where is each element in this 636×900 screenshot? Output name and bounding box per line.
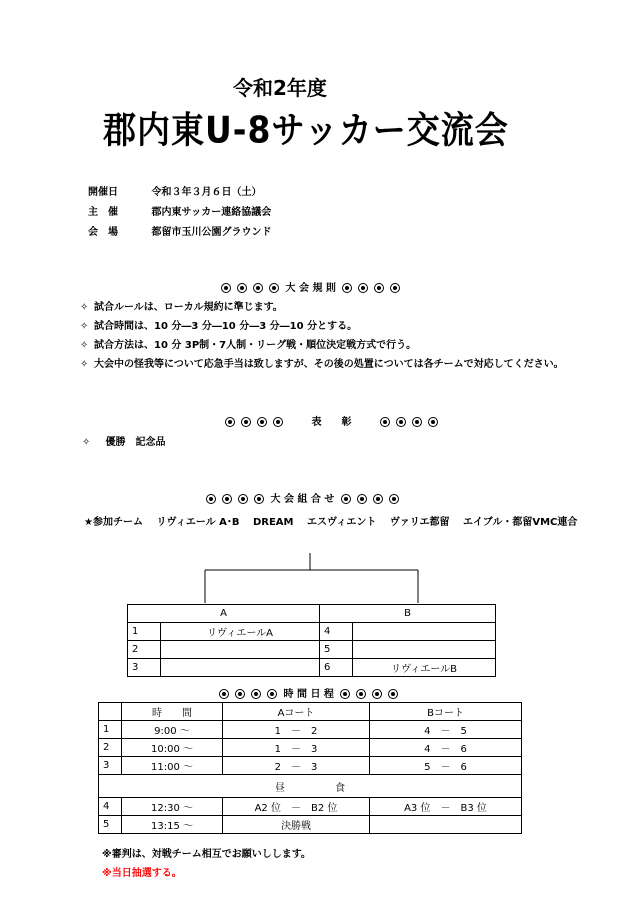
schedule-time: 13:15 ～ (122, 816, 223, 834)
table-row (128, 605, 496, 623)
soccer-ball-icon (374, 283, 384, 293)
soccer-ball-icon (342, 283, 352, 293)
schedule-court-b-header: Bコート (370, 703, 522, 721)
schedule-match-a: A2 位 － B2 位 (223, 798, 370, 816)
soccer-ball-icon (253, 283, 263, 293)
diamond-bullet-icon: ✧ (80, 321, 89, 332)
schedule-time: 12:30 ～ (122, 798, 223, 816)
table-row (99, 798, 522, 816)
soccer-ball-icon (221, 283, 231, 293)
table-row (128, 623, 496, 641)
soccer-ball-icon (251, 689, 261, 699)
team-cell (161, 641, 320, 659)
soccer-ball-icon (356, 689, 366, 699)
schedule-match-a: 決勝戦 (223, 816, 370, 834)
schedule-no: 5 (99, 816, 122, 834)
rule-item (80, 355, 564, 374)
rule-item (80, 336, 564, 355)
soccer-ball-icon (254, 494, 264, 504)
soccer-ball-icon (225, 417, 235, 427)
rule-text: 大会中の怪我等について応急手当は致しますが、その後の処置については各チームで対応してください。 (94, 359, 564, 370)
rule-text: 試合方法は、10 分 3P制・7人制・リーグ戦・順位決定戦方式で行う。 (94, 340, 417, 351)
table-row (99, 816, 522, 834)
schedule-court-a-header: Aコート (223, 703, 370, 721)
soccer-ball-icon (373, 494, 383, 504)
award-heading-text: 表 彰 (311, 417, 352, 428)
info-value: 都留市玉川公園グラウンド (151, 227, 272, 238)
info-label: 会 場 (88, 227, 118, 238)
schedule-no: 3 (99, 757, 122, 775)
schedule-time: 10:00 ～ (122, 739, 223, 757)
schedule-no: 2 (99, 739, 122, 757)
schedule-match-b: 4 － 6 (370, 739, 522, 757)
info-block (88, 183, 271, 243)
team-cell (353, 623, 496, 641)
schedule-match-a: 2 － 3 (223, 757, 370, 775)
soccer-ball-icon (358, 283, 368, 293)
table-row (99, 703, 522, 721)
group-a-header: A (128, 605, 320, 623)
team-cell: リヴィエールB (353, 659, 496, 677)
table-row (99, 775, 522, 798)
team-cell (353, 641, 496, 659)
table-row (99, 757, 522, 775)
soccer-ball-icon (273, 417, 283, 427)
schedule-match-b: A3 位 － B3 位 (370, 798, 522, 816)
info-value: 郡内東サッカー連絡協議会 (151, 207, 272, 218)
award-text: 優勝 記念品 (105, 437, 166, 448)
soccer-ball-icon (241, 417, 251, 427)
table-row (99, 739, 522, 757)
soccer-ball-icon (269, 283, 279, 293)
rule-text: 試合ルールは、ローカル規約に準じます。 (94, 302, 283, 313)
soccer-ball-icon (341, 494, 351, 504)
soccer-ball-icon (237, 283, 247, 293)
slot-number: 6 (320, 659, 353, 677)
lottery-note: ※当日抽選する。 (102, 868, 182, 879)
schedule-table (98, 702, 522, 834)
info-row-host (88, 203, 271, 223)
soccer-ball-icon (235, 689, 245, 699)
slot-number: 3 (128, 659, 161, 677)
schedule-time: 9:00 ～ (122, 721, 223, 739)
participants-line: ★参加チーム リヴィエール A･B DREAM エスヴィエント ヴァリエ都留 エイブル・都留VMC連合 (84, 517, 578, 528)
info-row-date (88, 183, 271, 203)
schedule-match-b (370, 816, 522, 834)
soccer-ball-icon (389, 494, 399, 504)
schedule-time: 11:00 ～ (122, 757, 223, 775)
soccer-ball-icon (219, 689, 229, 699)
year-title: 令和2年度 (233, 76, 327, 100)
team-cell: リヴィエールA (161, 623, 320, 641)
soccer-ball-icon (380, 417, 390, 427)
rule-item (80, 298, 564, 317)
schedule-no-header (99, 703, 122, 721)
diamond-bullet-icon: ✧ (82, 437, 91, 448)
soccer-ball-icon (388, 689, 398, 699)
schedule-time-header: 時 間 (122, 703, 223, 721)
lunch-row: 昼 食 (99, 775, 522, 798)
bracket-heading (203, 490, 402, 505)
schedule-match-a: 1 － 3 (223, 739, 370, 757)
schedule-match-b: 5 － 6 (370, 757, 522, 775)
award-heading (222, 413, 441, 428)
slot-number: 2 (128, 641, 161, 659)
rule-text: 試合時間は、10 分―3 分―10 分―3 分―10 分とする。 (94, 321, 358, 332)
soccer-ball-icon (257, 417, 267, 427)
rules-heading-text: 大 会 規 則 (285, 283, 336, 294)
soccer-ball-icon (428, 417, 438, 427)
table-row (99, 721, 522, 739)
soccer-ball-icon (357, 494, 367, 504)
award-item (82, 433, 165, 448)
bracket-connector (0, 550, 636, 610)
schedule-no: 4 (99, 798, 122, 816)
team-cell (161, 659, 320, 677)
schedule-match-b: 4 － 5 (370, 721, 522, 739)
soccer-ball-icon (238, 494, 248, 504)
soccer-ball-icon (390, 283, 400, 293)
table-row (128, 641, 496, 659)
info-row-venue (88, 223, 271, 243)
info-value: 令和３年３月６日（土） (151, 187, 262, 198)
soccer-ball-icon (372, 689, 382, 699)
diamond-bullet-icon: ✧ (80, 340, 89, 351)
slot-number: 4 (320, 623, 353, 641)
soccer-ball-icon (222, 494, 232, 504)
schedule-no: 1 (99, 721, 122, 739)
soccer-ball-icon (412, 417, 422, 427)
table-row (128, 659, 496, 677)
soccer-ball-icon (396, 417, 406, 427)
diamond-bullet-icon: ✧ (80, 302, 89, 313)
group-b-header: B (320, 605, 496, 623)
soccer-ball-icon (206, 494, 216, 504)
rule-item (80, 317, 564, 336)
info-label: 開催日 (88, 187, 118, 198)
soccer-ball-icon (267, 689, 277, 699)
slot-number: 5 (320, 641, 353, 659)
group-table (127, 604, 496, 677)
bracket-heading-text: 大 会 組 合 せ (270, 494, 335, 505)
referee-note: ※審判は、対戦チーム相互でお願いしします。 (102, 849, 311, 860)
soccer-ball-icon (340, 689, 350, 699)
rules-heading (218, 279, 403, 294)
schedule-heading (216, 685, 401, 700)
slot-number: 1 (128, 623, 161, 641)
main-title: 郡内東U-8サッカー交流会 (103, 108, 509, 152)
rules-list (80, 298, 564, 374)
schedule-match-a: 1 － 2 (223, 721, 370, 739)
schedule-heading-text: 時 間 日 程 (283, 689, 334, 700)
info-label: 主 催 (88, 207, 118, 218)
diamond-bullet-icon: ✧ (80, 359, 89, 370)
